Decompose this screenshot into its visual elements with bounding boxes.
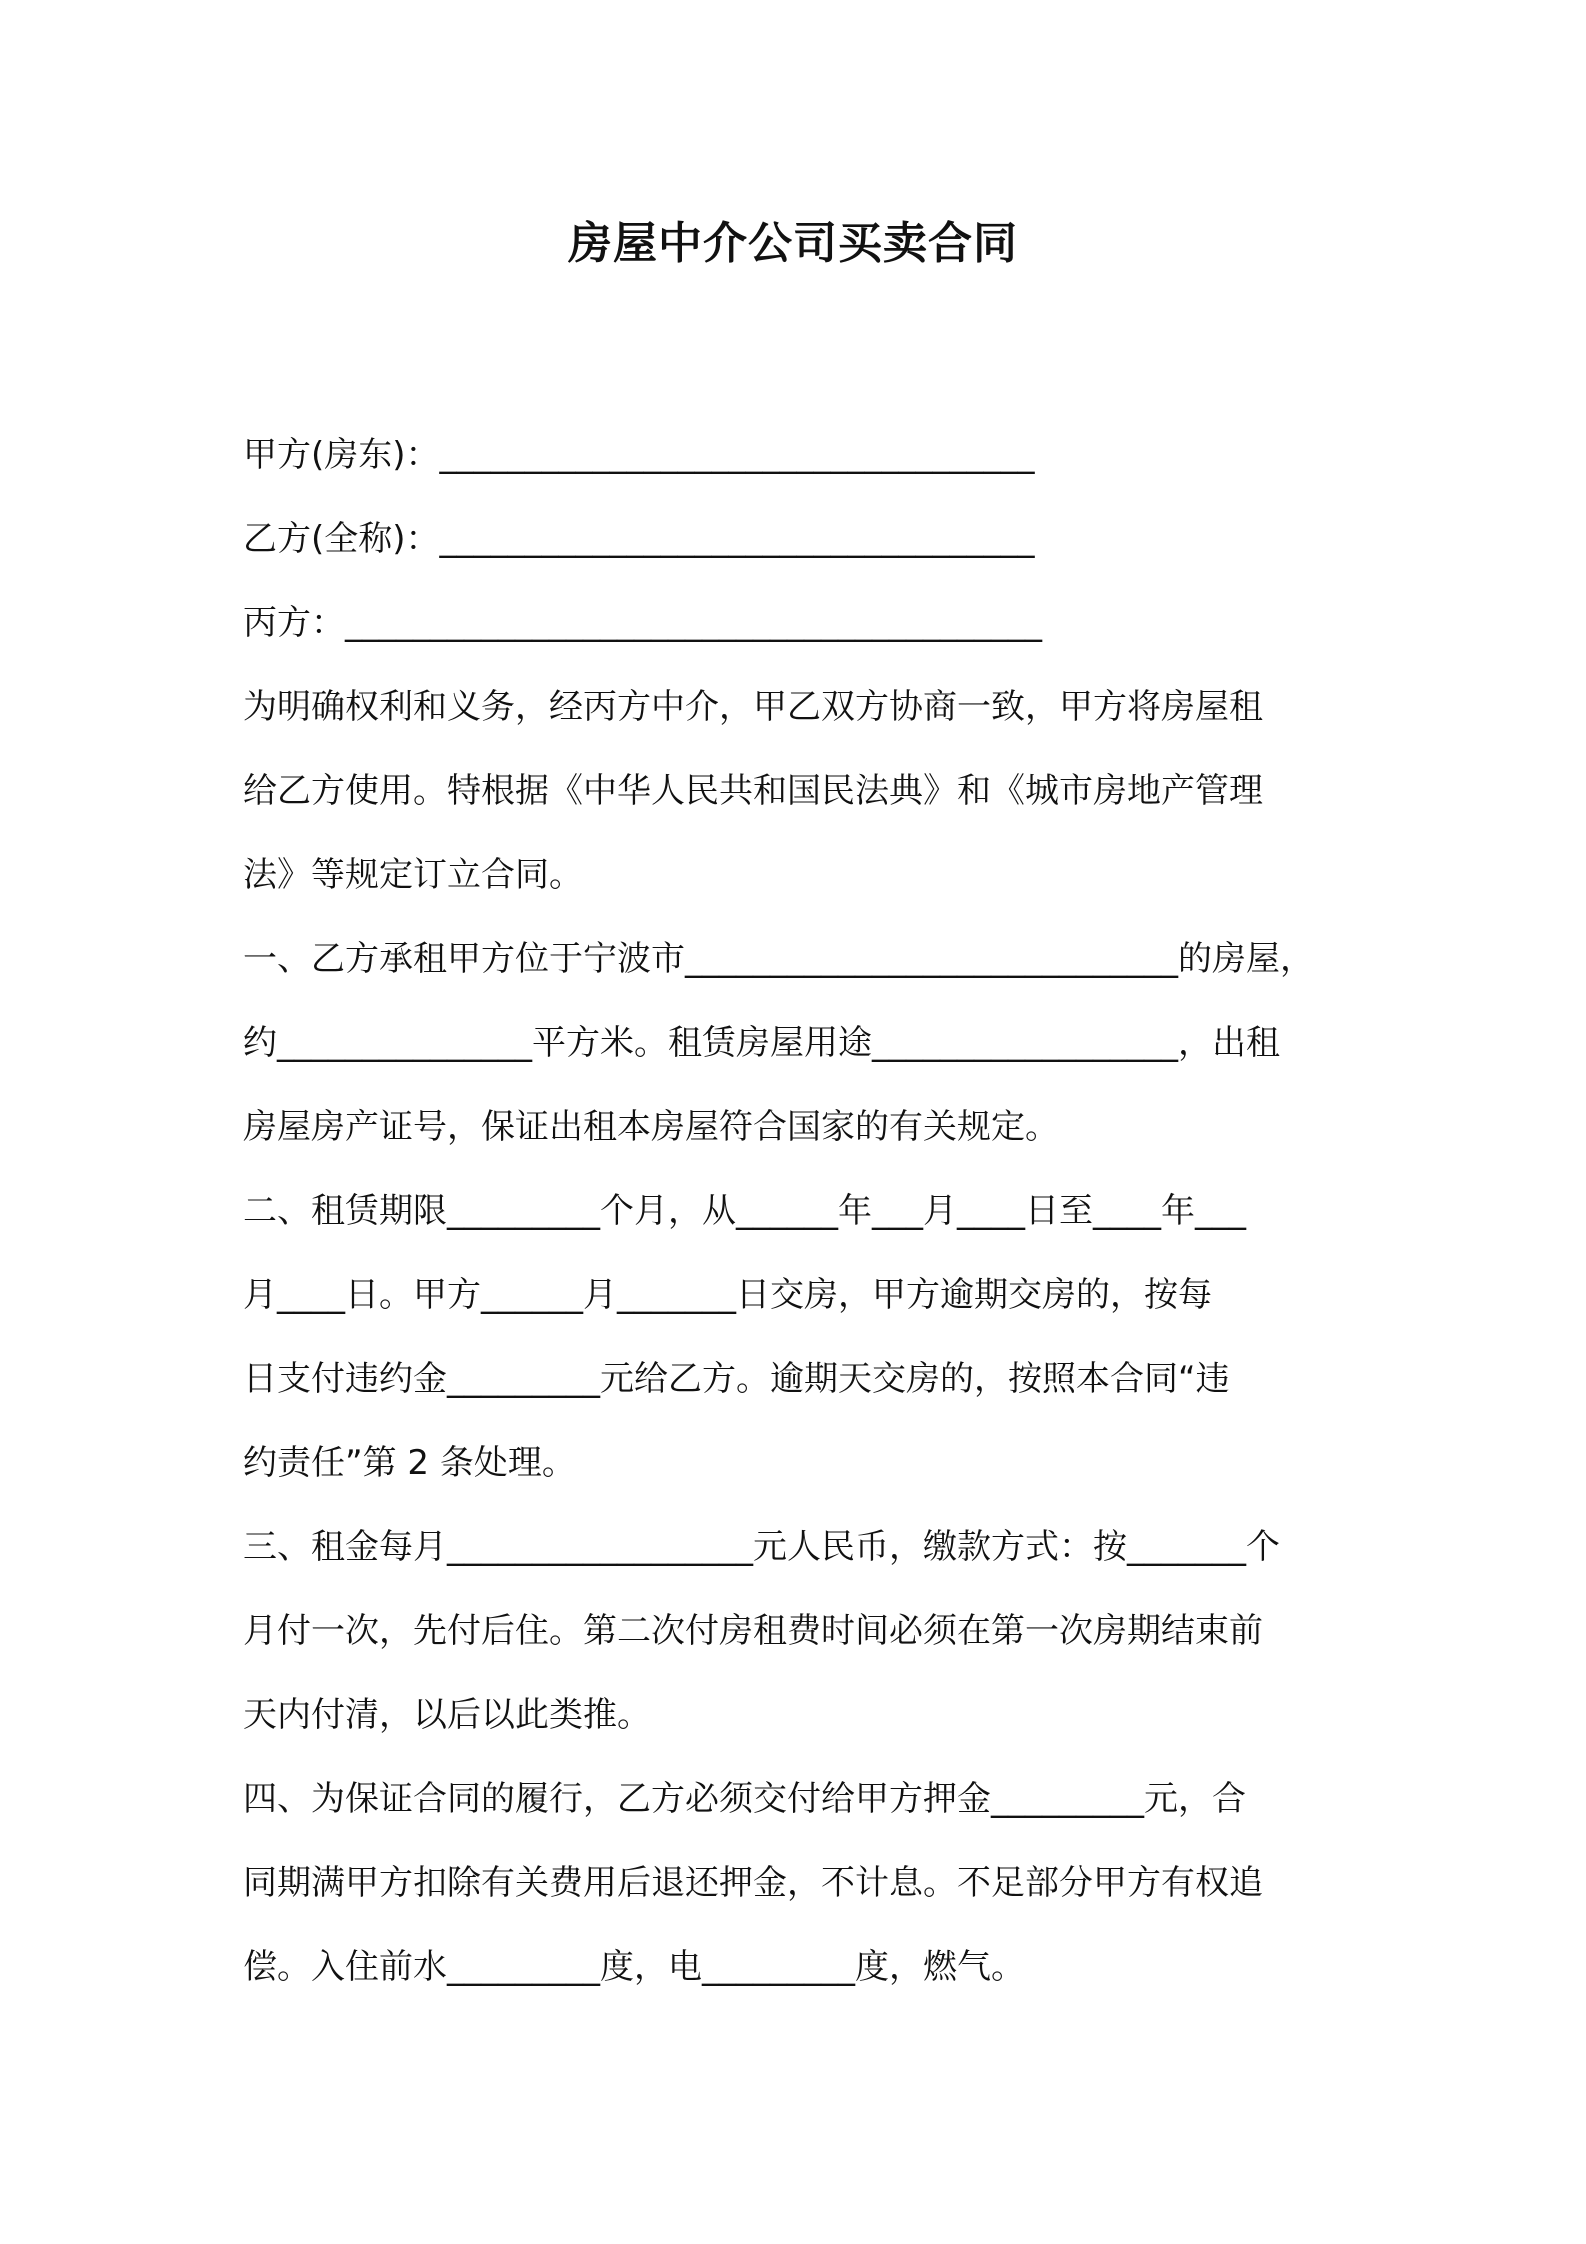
party-a-label: 甲方(房东)： <box>243 435 440 475</box>
clause-2-line-1: 二、租赁期限_________个月，从______年___月____日至____年___ <box>243 1191 1246 1231</box>
clause-3-line-3: 天内付清，以后以此类推。 <box>243 1695 651 1735</box>
clause-1-line-2: 约_______________平方米。租赁房屋用途__________________，出租 <box>243 1023 1280 1063</box>
clause-1-line-1: 一、乙方承租甲方位于宁波市_____________________________的房屋， <box>243 939 1314 979</box>
party-c-label: 丙方： <box>243 603 345 643</box>
clause-4-line-3: 偿。入住前水_________度，电_________度，燃气。 <box>243 1947 1025 1987</box>
party-a-line <box>243 413 1358 497</box>
document-title: 房屋中介公司买卖合同 <box>568 218 1018 269</box>
clause-2-line-3: 日支付违约金_________元给乙方。逾期天交房的，按照本合同“违 <box>243 1359 1230 1399</box>
clause-2-line-4: 约责任”第 2 条处理。 <box>243 1443 576 1483</box>
clause-2-line-2: 月____日。甲方______月_______日交房，甲方逾期交房的，按每 <box>243 1275 1212 1315</box>
party-b-label: 乙方(全称)： <box>243 519 440 559</box>
party-c-line <box>243 581 1358 665</box>
clause-4-line-2: 同期满甲方扣除有关费用后退还押金，不计息。不足部分甲方有权追 <box>243 1863 1263 1903</box>
party-c-blank: _________________________________________ <box>345 603 1042 643</box>
clause-3-line-1: 三、租金每月__________________元人民币，缴款方式：按_______个 <box>243 1527 1280 1567</box>
clause-3-line-2: 月付一次，先付后住。第二次付房租费时间必须在第一次房期结束前 <box>243 1611 1263 1651</box>
clause-1-line-3: 房屋房产证号，保证出租本房屋符合国家的有关规定。 <box>243 1107 1059 1147</box>
preamble-line-3: 法》等规定订立合同。 <box>243 855 583 895</box>
clause-4-line-1: 四、为保证合同的履行，乙方必须交付给甲方押金_________元，合 <box>243 1779 1246 1819</box>
party-a-blank: ___________________________________ <box>439 435 1035 475</box>
preamble-line-1: 为明确权利和义务，经丙方中介，甲乙双方协商一致，甲方将房屋租 <box>243 687 1263 727</box>
contract-body <box>243 413 1358 2009</box>
party-b-blank: ___________________________________ <box>439 519 1035 559</box>
party-b-line <box>243 497 1358 581</box>
preamble-line-2: 给乙方使用。特根据《中华人民共和国民法典》和《城市房地产管理 <box>243 771 1263 811</box>
